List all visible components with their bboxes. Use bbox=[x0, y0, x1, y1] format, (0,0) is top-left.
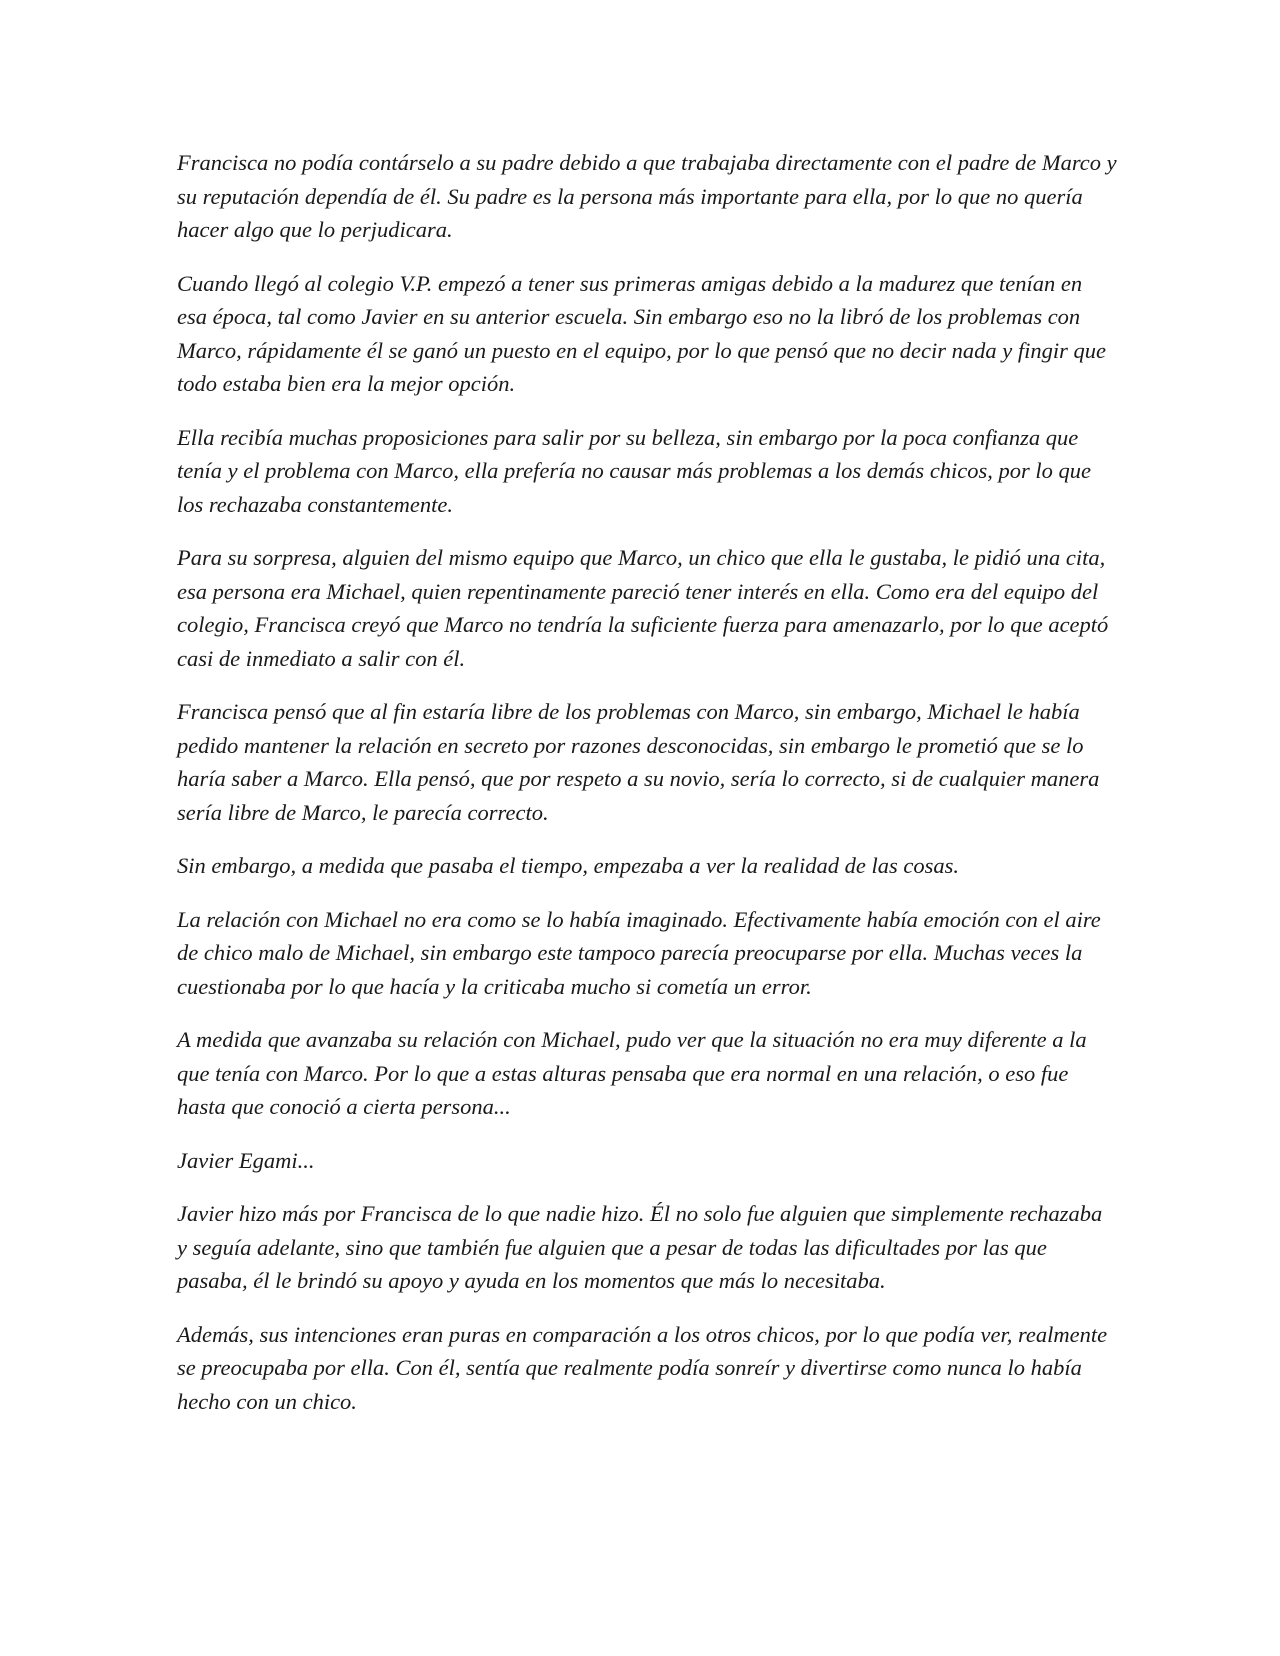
paragraph-7: La relación con Michael no era como se lo había imaginado. Efectivamente había emoción con el aire de chico malo de Michael, sin embargo este tampoco parecía preocuparse por ella. Muchas veces la cuestionaba por lo que hacía y la criticaba mucho si cometía un error. bbox=[177, 906, 1101, 999]
paragraph-5: Francisca pensó que al fin estaría libre de los problemas con Marco, sin embargo, Michael le había pedido mantener la relación en secreto por razones desconocidas, sin embargo le prometió que se lo haría saber a Marco. Ella pensó, que por respeto a su novio, sería lo correcto, si de cualquier manera sería libre de Marco, le parecía correcto. bbox=[177, 699, 1100, 825]
paragraph-8: A medida que avanzaba su relación con Michael, pudo ver que la situación no era muy diferente a la que tenía con Marco. Por lo que a estas alturas pensaba que era normal en una relación, o eso fue hasta que conoció a cierta persona... bbox=[177, 1027, 1087, 1119]
paragraph-3: Ella recibía muchas proposiciones para salir por su belleza, sin embargo por la poca confianza que tenía y el problema con Marco, ella prefería no causar más problemas a los demás chicos, por lo que los rechazaba constantemente. bbox=[177, 424, 1092, 517]
paragraph-6: Sin embargo, a medida que pasaba el tiempo, empezaba a ver la realidad de las cosas. bbox=[177, 853, 959, 878]
paragraph-9: Javier Egami... bbox=[177, 1147, 315, 1173]
paragraph-4: Para su sorpresa, alguien del mismo equipo que Marco, un chico que ella le gustaba, le pidió una cita, esa persona era Michael, quien repentinamente pareció tener interés en ella. Como era del equipo del colegio, Francisca creyó que Marco no tendría la suficiente fuerza para amenazarlo, por lo que aceptó casi de inmediato a salir con él. bbox=[177, 545, 1109, 671]
paragraph-11: Además, sus intenciones eran puras en comparación a los otros chicos, por lo que podía ver, realmente se preocupaba por ella. Con él, sentía que realmente podía sonreír y divertirse como nunca lo había hecho con un chico. bbox=[177, 1321, 1108, 1414]
paragraph-2: Cuando llegó al colegio V.P. empezó a tener sus primeras amigas debido a la madurez que tenían en esa época, tal como Javier en su anterior escuela. Sin embargo eso no la libró de los problemas con Marco, rápidamente él se ganó un puesto en el equipo, por lo que pensó que no decir nada y fingir que todo estaba bien era la mejor opción. bbox=[177, 270, 1107, 396]
paragraph-1: Francisca no podía contárselo a su padre debido a que trabajaba directamente con el padre de Marco y su reputación dependía de él. Su padre es la persona más importante para ella, por lo que no quería hacer algo que lo perjudicara. bbox=[177, 150, 1117, 242]
paragraph-10: Javier hizo más por Francisca de lo que nadie hizo. Él no solo fue alguien que simplemente rechazaba y seguía adelante, sino que también fue alguien que a pesar de todas las dificultades por las que pasaba, él le brindó su apoyo y ayuda en los momentos que más lo necesitaba. bbox=[177, 1201, 1103, 1293]
document-body bbox=[177, 146, 1117, 1438]
